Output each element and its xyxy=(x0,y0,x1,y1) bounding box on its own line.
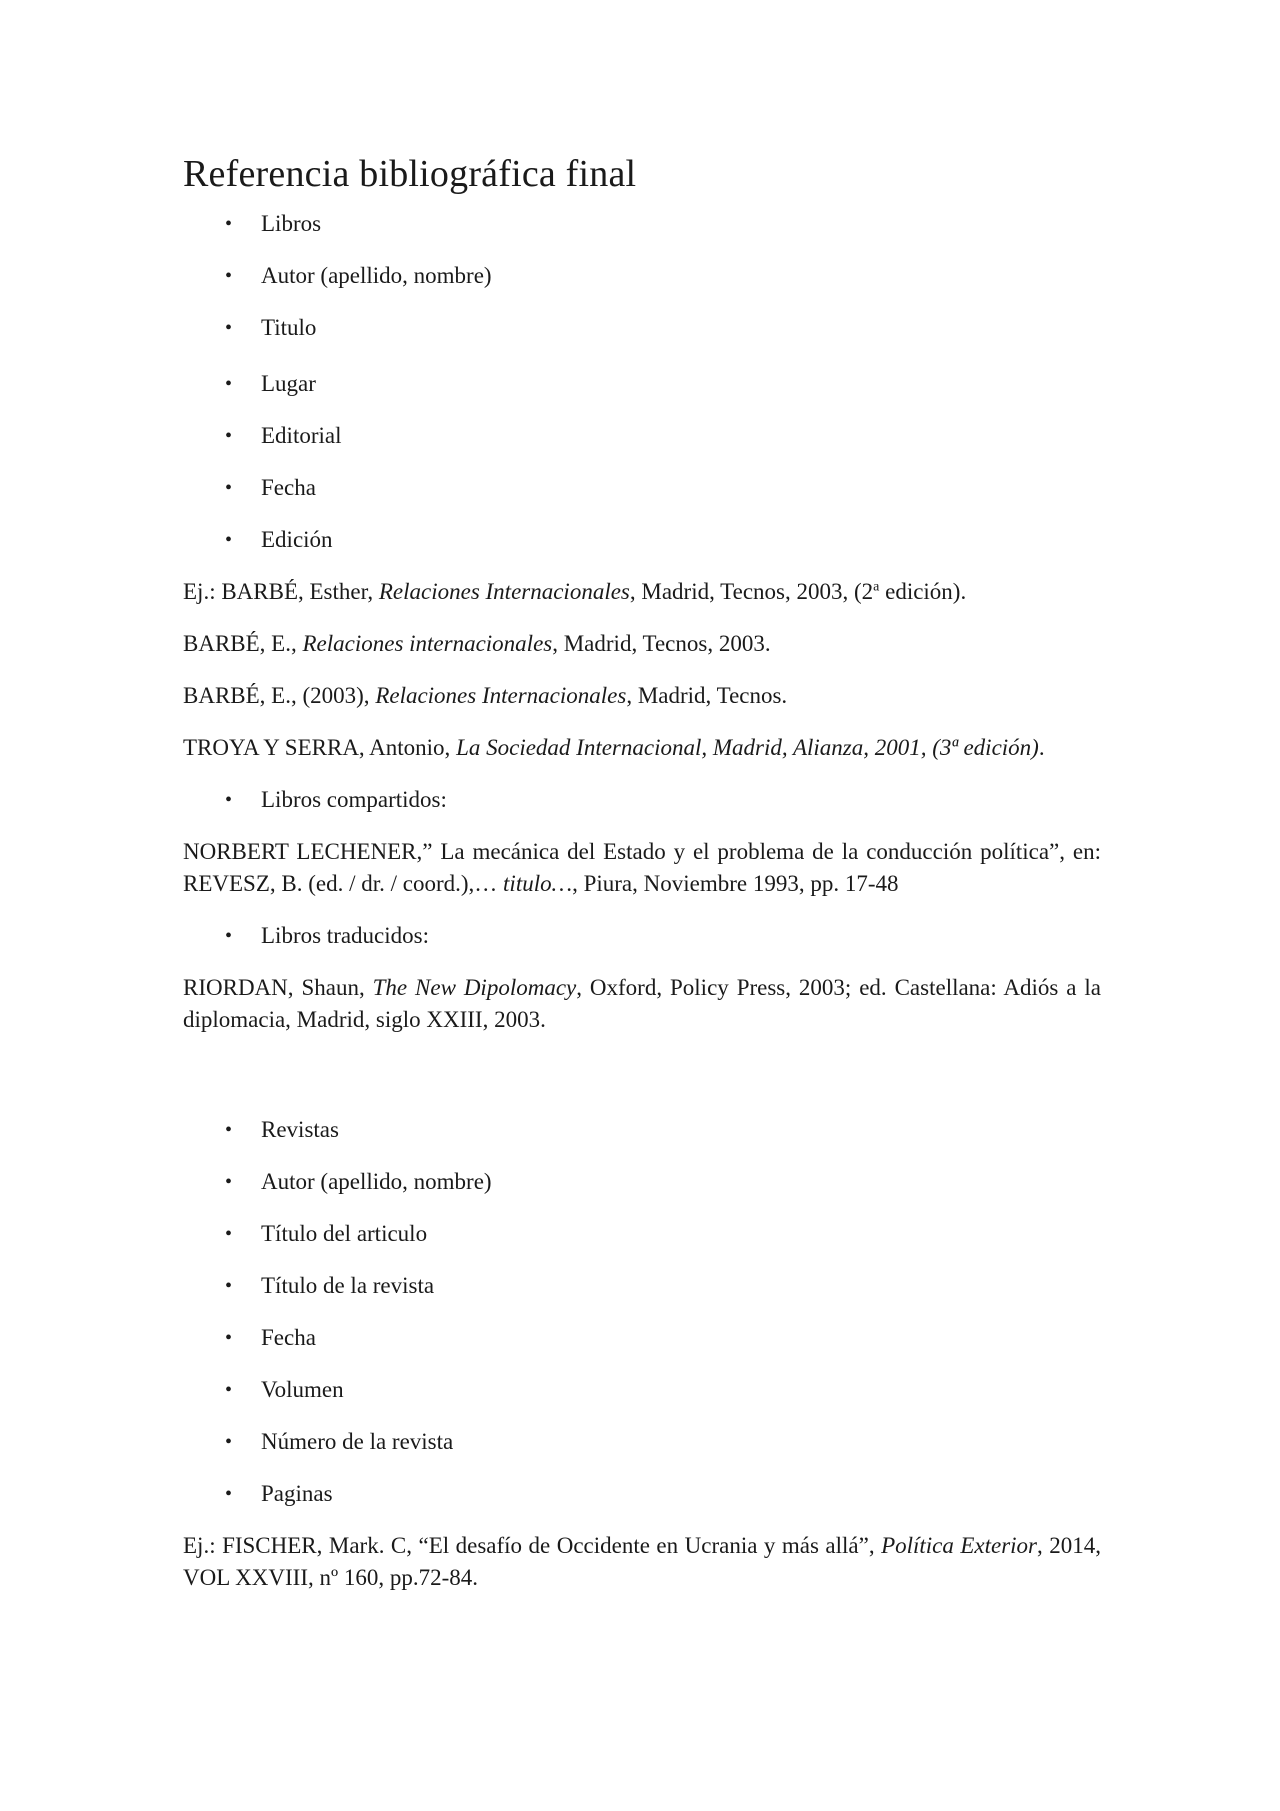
bullet-icon: • xyxy=(225,925,233,947)
list-item: • Fecha xyxy=(183,472,1101,504)
bullet-icon: • xyxy=(225,789,233,811)
list-item: • Título del articulo xyxy=(183,1218,1101,1250)
bullet-icon: • xyxy=(225,373,233,395)
example-revista: Ej.: FISCHER, Mark. C, “El desafío de Occidente en Ucrania y más allá”, Política Exterior, 2014, VOL XXVIII, nº 160, pp.72-84. xyxy=(183,1533,1101,1590)
libros-list xyxy=(183,208,1101,556)
bullet-icon: • xyxy=(225,1483,233,1505)
document-page xyxy=(183,150,1101,1614)
bullet-icon: • xyxy=(225,529,233,551)
list-item: • Autor (apellido, nombre) xyxy=(183,1166,1101,1198)
list-item: • Revistas xyxy=(183,1114,1101,1146)
bullet-icon: • xyxy=(225,1431,233,1453)
bullet-icon: • xyxy=(225,1327,233,1349)
list-item: • Titulo xyxy=(183,312,1101,344)
list-item: • Libros xyxy=(183,208,1101,240)
list-item: • Número de la revista xyxy=(183,1426,1101,1458)
list-item: • Fecha xyxy=(183,1322,1101,1354)
bullet-icon: • xyxy=(225,265,233,287)
example-traducido: RIORDAN, Shaun, The New Dipolomacy, Oxford, Policy Press, 2003; ed. Castellana: Adiós a la diplomacia, Madrid, siglo XXIII, 2003. xyxy=(183,975,1102,1032)
list-item: • Lugar xyxy=(183,368,1101,400)
example-libro-4: TROYA Y SERRA, Antonio, La Sociedad Internacional, Madrid, Alianza, 2001, (3ª edición). xyxy=(183,735,1045,760)
example-compartido: NORBERT LECHENER,” La mecánica del Estado y el problema de la conducción política”, en: REVESZ, B. (ed. / dr. / coord.),… titulo…, Piura, Noviembre 1993, pp. 17-48 xyxy=(183,839,1101,896)
list-item: • Editorial xyxy=(183,420,1101,452)
bullet-icon: • xyxy=(225,1119,233,1141)
list-item: • Volumen xyxy=(183,1374,1101,1406)
example-libro-1: Ej.: BARBÉ, Esther, Relaciones Internacionales, Madrid, Tecnos, 2003, (2$^a$ edición). xyxy=(183,579,967,604)
list-item: • Paginas xyxy=(183,1478,1101,1510)
example-libro-2: BARBÉ, E., Relaciones internacionales, Madrid, Tecnos, 2003. xyxy=(183,631,771,656)
bullet-icon: • xyxy=(225,477,233,499)
list-item: • Autor (apellido, nombre) xyxy=(183,260,1101,292)
list-item-compartidos: • Libros compartidos: xyxy=(183,784,1101,816)
list-item-traducidos: • Libros traducidos: xyxy=(183,920,1101,952)
bullet-icon: • xyxy=(225,317,233,339)
bullet-icon: • xyxy=(225,1275,233,1297)
bullet-icon: • xyxy=(225,213,233,235)
page-title: Referencia bibliográfica final xyxy=(183,153,637,195)
bullet-icon: • xyxy=(225,425,233,447)
bullet-icon: • xyxy=(225,1379,233,1401)
list-item: • Edición xyxy=(183,524,1101,556)
spacer xyxy=(183,1056,1101,1114)
list-item: • Título de la revista xyxy=(183,1270,1101,1302)
bullet-icon: • xyxy=(225,1171,233,1193)
bullet-icon: • xyxy=(225,1223,233,1245)
example-libro-3: BARBÉ, E., (2003), Relaciones Internacionales, Madrid, Tecnos. xyxy=(183,683,788,708)
revistas-list xyxy=(183,1114,1101,1510)
